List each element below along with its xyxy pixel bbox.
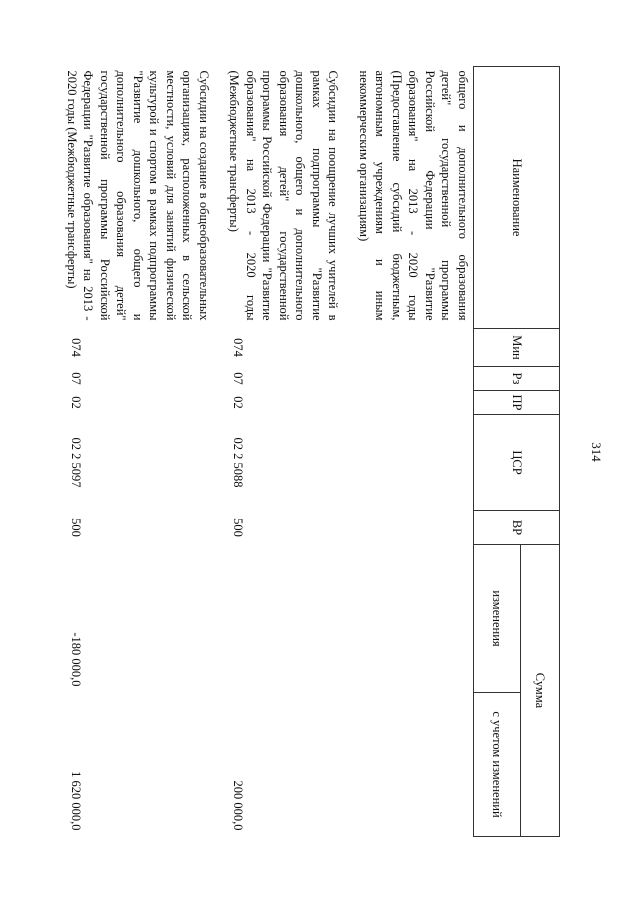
row-with-changes: 200 000,0 <box>231 780 246 831</box>
header-pr: ПР <box>474 391 560 415</box>
row-rz: 07 <box>231 372 246 385</box>
table-header <box>474 67 560 837</box>
row-changes <box>220 545 350 693</box>
table-row <box>58 67 221 837</box>
row-with-changes <box>350 693 474 837</box>
table-row <box>220 67 350 837</box>
row-vr: 500 <box>69 518 83 537</box>
row-name: общего и дополнительного образования детей" государственной программы Российской Федерации "Развитие образования" на 2013 - 2020 годы (Предоставление субсидий бюджетным, автономным учреждениям и иным некоммерческим организациям) <box>357 70 470 321</box>
table-row <box>350 67 474 837</box>
row-pr: 02 <box>231 396 246 409</box>
row-vr: 500 <box>231 518 246 537</box>
page-number: 314 <box>589 442 604 462</box>
budget-sheet <box>65 66 560 836</box>
header-rz: Рз <box>474 367 560 391</box>
header-with-changes: с учетом изменений <box>474 693 521 837</box>
row-vr <box>350 511 474 545</box>
row-changes <box>350 545 474 693</box>
row-pr <box>350 391 474 415</box>
row-min: 074 <box>231 338 246 357</box>
header-changes: изменения <box>474 545 521 693</box>
row-csr: 02 2 5088 <box>231 437 246 488</box>
row-with-changes: 1 620 000,0 <box>69 771 83 831</box>
header-min: Мин <box>474 329 560 367</box>
row-pr: 02 <box>69 396 83 409</box>
budget-table <box>58 66 561 837</box>
header-csr: ЦСР <box>474 415 560 511</box>
row-name: Субсидии на создание в общеобразовательных организациях, расположенных в сельской местности, условий для занятий физической культурой и спортом в рамках подпрограммы "Развитие дошкольного, общего и дополнительного образования детей" государственной программы Российской Федерации "Развитие образования" на 2013 - 2020 годы (Межбюджетные трансферты) <box>65 70 211 321</box>
row-rz <box>350 367 474 391</box>
row-csr: 02 2 5097 <box>69 437 83 488</box>
table-body <box>58 67 474 837</box>
row-min: 074 <box>69 338 83 357</box>
header-name: Наименование <box>474 67 560 329</box>
row-min <box>350 329 474 367</box>
header-vr: ВР <box>474 511 560 545</box>
row-csr <box>350 415 474 511</box>
row-rz: 07 <box>69 372 83 385</box>
row-changes: -180 000,0 <box>69 632 83 687</box>
row-name: Субсидии на поощрение лучших учителей в рамках подпрограммы "Развитие дошкольного, общего и дополнительного образования детей" государственной программы Российской Федерации "Развитие образования" на 2013 - 2020 годы (Межбюджетные трансферты) <box>227 70 341 321</box>
header-sum: Сумма <box>521 545 560 837</box>
